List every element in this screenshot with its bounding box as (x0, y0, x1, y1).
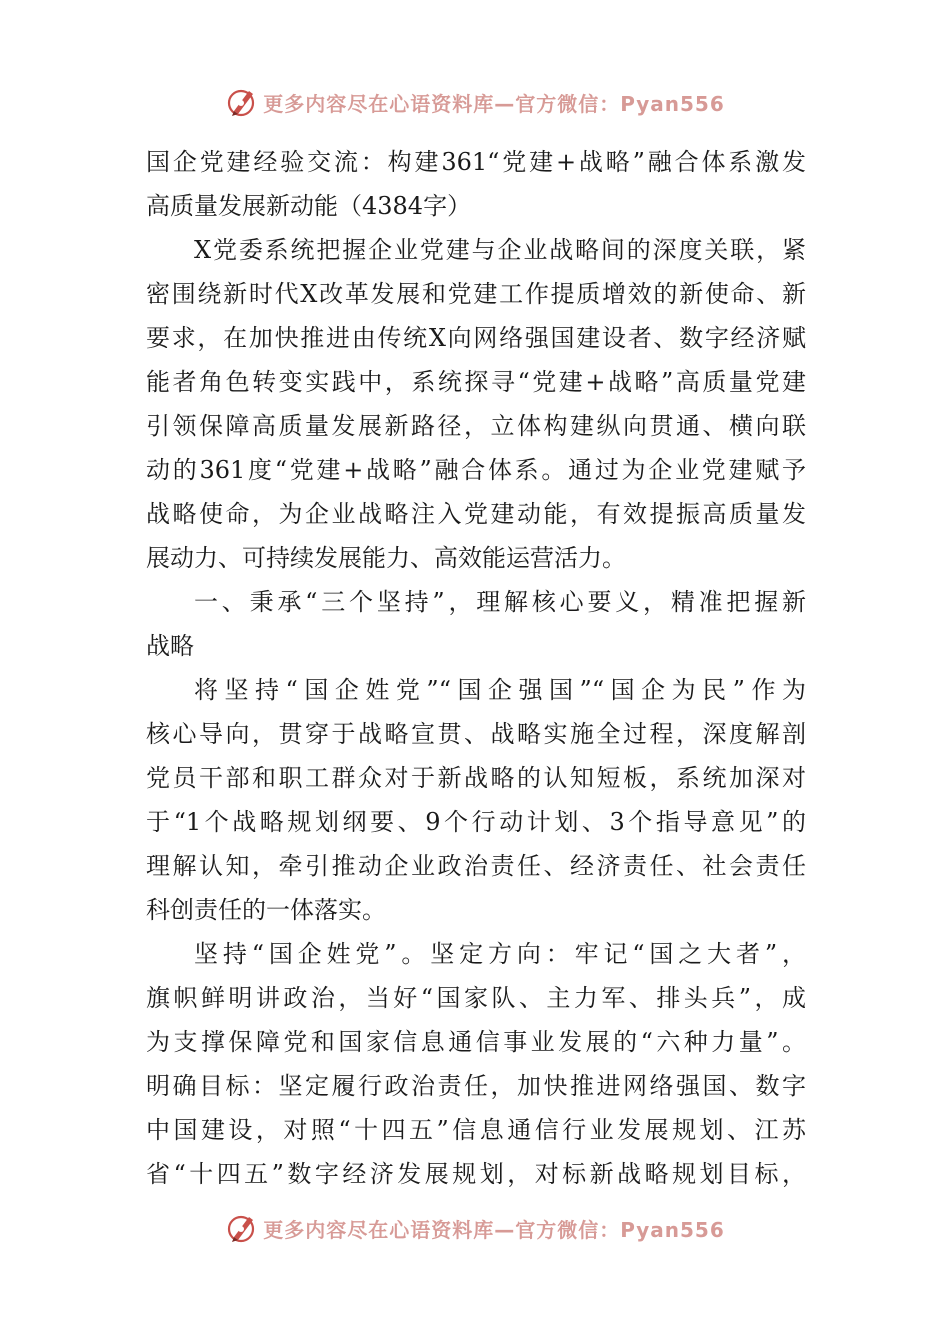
paragraph-line: 核心导向，贯穿于战略宣贯、战略实施全过程，深度解剖 (146, 720, 806, 748)
paragraph-line: 理解认知，牵引推动企业政治责任、经济责任、社会责任 (146, 852, 806, 880)
watermark-header (0, 82, 950, 122)
paragraph-line: 旗帜鲜明讲政治，当好“国家队、主力军、排头兵”，成 (146, 984, 806, 1012)
title-line: 高质量发展新动能（4384字） (146, 192, 472, 220)
paragraph (146, 668, 806, 932)
title-line: 国企党建经验交流：构建361“党建+战略”融合体系激发 (146, 148, 806, 176)
paragraph-line: 展动力、可持续发展能力、高效能运营活力。 (146, 544, 626, 572)
paragraph-line: 战略使命，为企业战略注入党建动能，有效提振高质量发 (146, 500, 806, 528)
watermark-text: 更多内容尽在心语资料库—官方微信：Pyan556 (263, 91, 725, 116)
paragraph-line: 科创责任的一体落实。 (146, 896, 386, 924)
paragraph-line: 为支撑保障党和国家信息通信事业发展的“六种力量”。 (146, 1028, 806, 1056)
paragraph-line: 党员干部和职工群众对于新战略的认知短板，系统加深对 (146, 764, 806, 792)
pen-circle-logo-icon (225, 1211, 259, 1245)
paragraph-line: 要求，在加快推进由传统X向网络强国建设者、数字经济赋 (146, 324, 806, 352)
heading-line: 一、秉承“三个坚持”，理解核心要义，精准把握新 (194, 588, 806, 616)
paragraph-line: 于“1个战略规划纲要、9个行动计划、3个指导意见”的 (146, 808, 806, 836)
paragraph-line: 省“十四五”数字经济发展规划，对标新战略规划目标， (146, 1160, 806, 1188)
section-heading (146, 580, 806, 668)
document-body (146, 140, 806, 1196)
paragraph (146, 228, 806, 580)
pen-circle-logo-icon (225, 85, 259, 119)
watermark-text: 更多内容尽在心语资料库—官方微信：Pyan556 (263, 1217, 725, 1242)
watermark-footer (0, 1208, 950, 1248)
heading-line: 战略 (146, 632, 194, 660)
paragraph (146, 932, 806, 1196)
paragraph-line: X党委系统把握企业党建与企业战略间的深度关联，紧 (194, 236, 806, 264)
paragraph-line: 明确目标：坚定履行政治责任，加快推进网络强国、数字 (146, 1072, 806, 1100)
paragraph-line: 引领保障高质量发展新路径，立体构建纵向贯通、横向联 (146, 412, 806, 440)
paragraph-line: 能者角色转变实践中，系统探寻“党建+战略”高质量党建 (146, 368, 806, 396)
paragraph-line: 动的361度“党建+战略”融合体系。通过为企业党建赋予 (146, 456, 806, 484)
paragraph-line: 中国建设，对照“十四五”信息通信行业发展规划、江苏 (146, 1116, 806, 1144)
paragraph-line: 坚持“国企姓党”。坚定方向：牢记“国之大者”， (194, 940, 806, 968)
paragraph-line: 将坚持“国企姓党”“国企强国”“国企为民”作为 (194, 676, 806, 704)
paragraph-line: 密围绕新时代X改革发展和党建工作提质增效的新使命、新 (146, 280, 806, 308)
document-title (146, 140, 806, 228)
